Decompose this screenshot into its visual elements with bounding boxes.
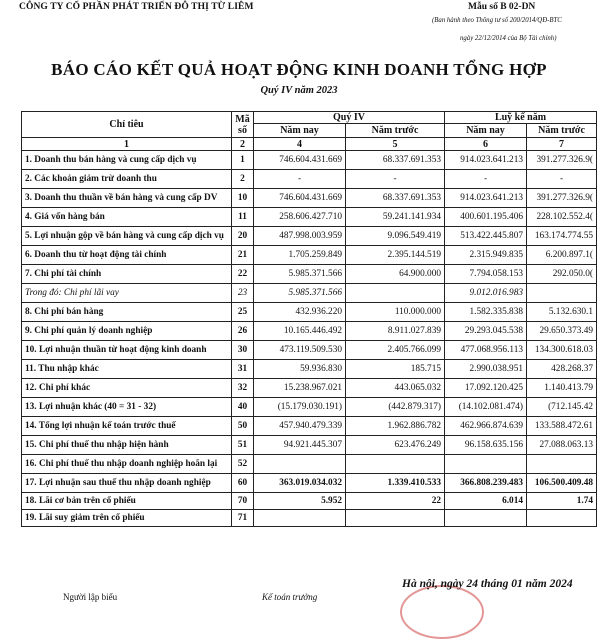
cell-ytd-last-year: 391.277.326.9( <box>527 189 597 208</box>
col-header-y-prev: Năm trước <box>527 124 597 138</box>
cell-ytd-this-year: 2.315.949.835 <box>445 246 527 265</box>
cell-quarter-this-year: 746.604.431.669 <box>254 151 346 170</box>
cell-quarter-this-year: 457.940.479.339 <box>254 417 346 436</box>
cell-ytd-last-year: 134.300.618.03 <box>527 341 597 360</box>
cell-quarter-last-year: 443.065.032 <box>346 379 445 398</box>
cell-ytd-this-year: 914.023.641.213 <box>445 189 527 208</box>
table-row <box>22 417 597 436</box>
cell-quarter-last-year: - <box>346 170 445 189</box>
cell-quarter-this-year: 5.985.371.566 <box>254 284 346 303</box>
row-label: 8. Chi phí bán hàng <box>22 303 232 322</box>
report-subtitle: Quý IV năm 2023 <box>260 85 338 96</box>
cell-ytd-this-year: (14.102.081.474) <box>445 398 527 417</box>
table-row <box>22 398 597 417</box>
chief-accountant-label: Kế toán trưởng <box>262 592 318 602</box>
cell-quarter-last-year: 22 <box>346 493 445 510</box>
company-stamp <box>400 585 484 639</box>
cell-ytd-last-year: 228.102.552.4( <box>527 208 597 227</box>
cell-quarter-this-year: 94.921.445.307 <box>254 436 346 455</box>
cell-ytd-last-year: 292.050.0( <box>527 265 597 284</box>
table-row <box>22 208 597 227</box>
cell-quarter-last-year: 2.405.766.099 <box>346 341 445 360</box>
table-row <box>22 379 597 398</box>
cell-ytd-last-year: 29.650.373.49 <box>527 322 597 341</box>
cell-ytd-last-year: 1.140.413.79 <box>527 379 597 398</box>
cell-quarter-this-year: 746.604.431.669 <box>254 189 346 208</box>
company-name: CÔNG TY CỔ PHẦN PHÁT TRIỂN ĐÔ THỊ TỪ LIÊM <box>19 2 254 12</box>
cell-quarter-this-year <box>254 455 346 474</box>
row-code: 2 <box>232 170 254 189</box>
table-row <box>22 265 597 284</box>
cell-ytd-this-year <box>445 510 527 527</box>
cell-quarter-this-year: (15.179.030.191) <box>254 398 346 417</box>
col-index: 4 <box>254 138 346 151</box>
cell-ytd-last-year: 133.588.472.61 <box>527 417 597 436</box>
cell-quarter-this-year: 487.998.003.959 <box>254 227 346 246</box>
col-header-y-now: Năm nay <box>445 124 527 138</box>
cell-ytd-this-year: 1.582.335.838 <box>445 303 527 322</box>
cell-quarter-last-year: 59.241.141.934 <box>346 208 445 227</box>
col-index: 7 <box>527 138 597 151</box>
row-label: 9. Chi phí quản lý doanh nghiệp <box>22 322 232 341</box>
cell-quarter-last-year: 64.900.000 <box>346 265 445 284</box>
cell-quarter-last-year: 110.000.000 <box>346 303 445 322</box>
row-code: 22 <box>232 265 254 284</box>
cell-quarter-last-year <box>346 284 445 303</box>
cell-ytd-last-year: 428.268.37 <box>527 360 597 379</box>
row-code: 51 <box>232 436 254 455</box>
row-label: 13. Lợi nhuận khác (40 = 31 - 32) <box>22 398 232 417</box>
cell-quarter-last-year: 623.476.249 <box>346 436 445 455</box>
col-header-quy: Quý IV <box>254 112 445 124</box>
row-label: 4. Giá vốn hàng bán <box>22 208 232 227</box>
row-label: 15. Chi phí thuế thu nhập hiện hành <box>22 436 232 455</box>
cell-ytd-last-year: 5.132.630.1 <box>527 303 597 322</box>
row-code: 60 <box>232 474 254 493</box>
cell-quarter-last-year: (442.879.317) <box>346 398 445 417</box>
table-row <box>22 189 597 208</box>
cell-quarter-this-year: 258.606.427.710 <box>254 208 346 227</box>
table-row <box>22 170 597 189</box>
row-code: 20 <box>232 227 254 246</box>
table-row <box>22 455 597 474</box>
table-row <box>22 493 597 510</box>
row-label: 2. Các khoản giảm trừ doanh thu <box>22 170 232 189</box>
cell-quarter-this-year: 1.705.259.849 <box>254 246 346 265</box>
cell-quarter-last-year: 2.395.144.519 <box>346 246 445 265</box>
cell-ytd-this-year: 366.808.239.483 <box>445 474 527 493</box>
cell-quarter-this-year: 59.936.830 <box>254 360 346 379</box>
row-code: 32 <box>232 379 254 398</box>
row-code: 52 <box>232 455 254 474</box>
cell-ytd-last-year <box>527 510 597 527</box>
table-row <box>22 322 597 341</box>
cell-ytd-last-year: 163.174.774.55 <box>527 227 597 246</box>
row-label: Trong đó: Chi phí lãi vay <box>22 284 232 303</box>
cell-ytd-this-year <box>445 455 527 474</box>
preparer-label: Người lập biểu <box>63 592 118 602</box>
row-code: 30 <box>232 341 254 360</box>
row-code: 26 <box>232 322 254 341</box>
row-code: 70 <box>232 493 254 510</box>
table-body <box>22 151 597 527</box>
cell-ytd-this-year: 17.092.120.425 <box>445 379 527 398</box>
row-label: 1. Doanh thu bán hàng và cung cấp dịch vụ <box>22 151 232 170</box>
cell-ytd-this-year: 462.966.874.639 <box>445 417 527 436</box>
cell-ytd-this-year: 29.293.045.538 <box>445 322 527 341</box>
cell-quarter-last-year: 8.911.027.839 <box>346 322 445 341</box>
row-label: 5. Lợi nhuận gộp về bán hàng và cung cấp dịch vụ <box>22 227 232 246</box>
row-code: 1 <box>232 151 254 170</box>
cell-quarter-this-year: 10.165.446.492 <box>254 322 346 341</box>
cell-ytd-last-year: (712.145.42 <box>527 398 597 417</box>
table-row <box>22 303 597 322</box>
table-row <box>22 436 597 455</box>
cell-ytd-last-year: 27.088.063.13 <box>527 436 597 455</box>
row-code: 23 <box>232 284 254 303</box>
cell-ytd-last-year <box>527 284 597 303</box>
cell-quarter-this-year: - <box>254 170 346 189</box>
cell-quarter-this-year <box>254 510 346 527</box>
row-code: 50 <box>232 417 254 436</box>
cell-ytd-last-year: 6.200.897.1( <box>527 246 597 265</box>
table-row <box>22 474 597 493</box>
cell-quarter-last-year: 68.337.691.353 <box>346 189 445 208</box>
cell-ytd-last-year: - <box>527 170 597 189</box>
form-note-line1: (Ban hành theo Thông tư số 200/2014/QĐ-BTC <box>432 17 562 24</box>
place-date: Hà nội, ngày 24 tháng 01 năm 2024 <box>402 578 573 590</box>
table-row <box>22 246 597 265</box>
col-index: 1 <box>22 138 232 151</box>
cell-quarter-last-year: 1.962.886.782 <box>346 417 445 436</box>
table-row <box>22 227 597 246</box>
row-label: 12. Chi phí khác <box>22 379 232 398</box>
cell-quarter-last-year: 9.096.549.419 <box>346 227 445 246</box>
row-label: 17. Lợi nhuận sau thuế thu nhập doanh nghiệp <box>22 474 232 493</box>
cell-ytd-this-year: 914.023.641.213 <box>445 151 527 170</box>
table-row <box>22 284 597 303</box>
col-index: 6 <box>445 138 527 151</box>
cell-ytd-this-year: - <box>445 170 527 189</box>
cell-ytd-this-year: 96.158.635.156 <box>445 436 527 455</box>
row-label: 16. Chi phí thuế thu nhập doanh nghiệp hoãn lại <box>22 455 232 474</box>
row-code: 10 <box>232 189 254 208</box>
table-row <box>22 510 597 527</box>
row-code: 71 <box>232 510 254 527</box>
row-label: 11. Thu nhập khác <box>22 360 232 379</box>
cell-quarter-last-year: 1.339.410.533 <box>346 474 445 493</box>
cell-quarter-last-year <box>346 455 445 474</box>
cell-ytd-this-year: 513.422.445.807 <box>445 227 527 246</box>
form-note-line2: ngày 22/12/2014 của Bộ Tài chính) <box>460 35 557 42</box>
cell-ytd-this-year: 2.990.038.951 <box>445 360 527 379</box>
report-title: BÁO CÁO KẾT QUẢ HOẠT ĐỘNG KINH DOANH TỔNG HỢP <box>51 60 547 79</box>
col-header-ma-so <box>232 112 254 138</box>
row-label: 7. Chi phí tài chính <box>22 265 232 284</box>
row-label: 10. Lợi nhuận thuần từ hoạt động kinh doanh <box>22 341 232 360</box>
form-code: Mẫu số B 02-DN <box>468 2 536 12</box>
col-header-q-now: Năm nay <box>254 124 346 138</box>
cell-ytd-this-year: 477.068.956.113 <box>445 341 527 360</box>
row-label: 19. Lãi suy giảm trên cổ phiếu <box>22 510 232 527</box>
cell-quarter-this-year: 5.985.371.566 <box>254 265 346 284</box>
row-label: 3. Doanh thu thuần về bán hàng và cung cấp DV <box>22 189 232 208</box>
row-code: 21 <box>232 246 254 265</box>
col-header-luy-ke: Luỹ kế năm <box>445 112 597 124</box>
col-header-q-prev: Năm trước <box>346 124 445 138</box>
table-row <box>22 360 597 379</box>
ma-so-line2: số <box>238 124 247 136</box>
cell-quarter-this-year: 5.952 <box>254 493 346 510</box>
cell-ytd-last-year <box>527 455 597 474</box>
cell-ytd-last-year: 106.500.409.48 <box>527 474 597 493</box>
cell-quarter-last-year: 68.337.691.353 <box>346 151 445 170</box>
ma-so-line1: Mã <box>235 113 250 125</box>
cell-ytd-last-year: 391.277.326.9( <box>527 151 597 170</box>
cell-ytd-last-year: 1.74 <box>527 493 597 510</box>
cell-ytd-this-year: 9.012.016.983 <box>445 284 527 303</box>
table-row <box>22 151 597 170</box>
cell-ytd-this-year: 400.601.195.406 <box>445 208 527 227</box>
row-code: 31 <box>232 360 254 379</box>
row-code: 40 <box>232 398 254 417</box>
cell-quarter-this-year: 363.019.034.032 <box>254 474 346 493</box>
row-code: 11 <box>232 208 254 227</box>
cell-quarter-last-year <box>346 510 445 527</box>
col-index: 2 <box>232 138 254 151</box>
row-label: 18. Lãi cơ bản trên cổ phiếu <box>22 493 232 510</box>
cell-quarter-last-year: 185.715 <box>346 360 445 379</box>
col-header-chi-tieu: Chỉ tiêu <box>22 112 232 138</box>
cell-quarter-this-year: 432.936.220 <box>254 303 346 322</box>
cell-quarter-this-year: 15.238.967.021 <box>254 379 346 398</box>
row-code: 25 <box>232 303 254 322</box>
table-row <box>22 341 597 360</box>
cell-quarter-this-year: 473.119.509.530 <box>254 341 346 360</box>
col-index: 5 <box>346 138 445 151</box>
row-label: 14. Tổng lợi nhuận kế toán trước thuế <box>22 417 232 436</box>
cell-ytd-this-year: 6.014 <box>445 493 527 510</box>
cell-ytd-this-year: 7.794.058.153 <box>445 265 527 284</box>
income-statement-table <box>21 111 597 527</box>
row-label: 6. Doanh thu từ hoạt động tài chính <box>22 246 232 265</box>
